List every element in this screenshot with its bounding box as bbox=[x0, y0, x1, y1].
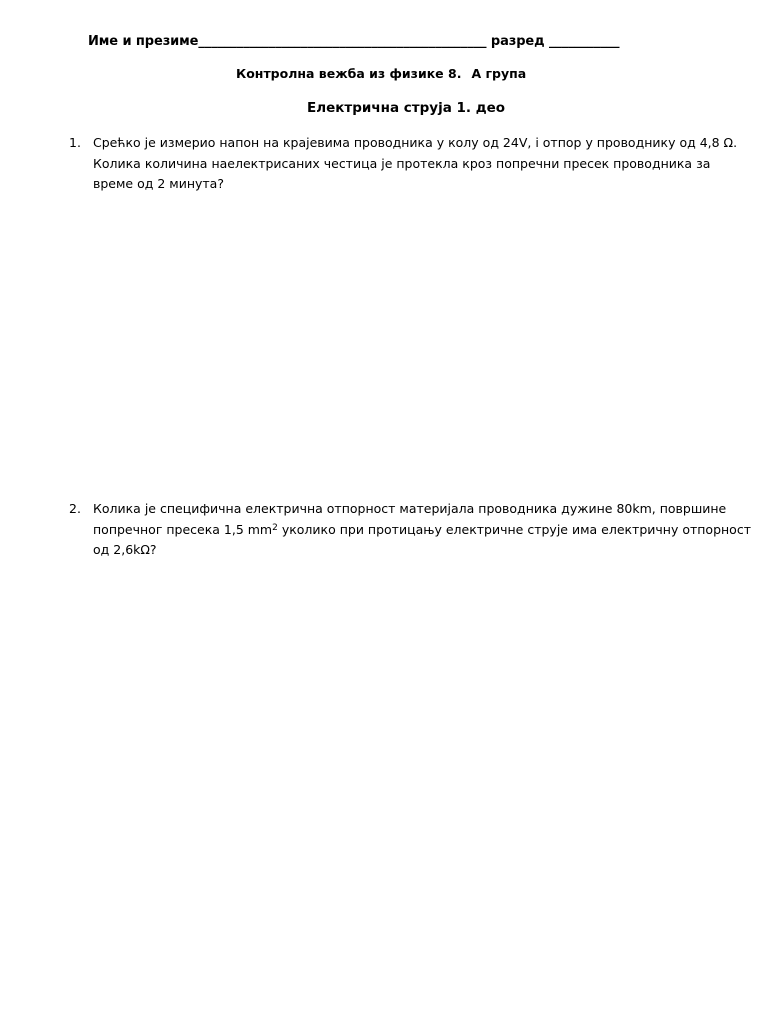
question-line: време од 2 минута? bbox=[93, 176, 224, 191]
class-blank: ___________ bbox=[548, 34, 620, 49]
question-1 bbox=[69, 133, 744, 195]
name-label: Име и презиме bbox=[88, 34, 199, 49]
page-title: Електрична струја 1. део bbox=[307, 100, 506, 116]
test-subtitle bbox=[236, 66, 526, 81]
question-text bbox=[93, 133, 744, 195]
question-line-part: уколико при протицању електричне струје има електричну отпорност bbox=[277, 521, 751, 537]
test-name: Контролна вежба из физике 8. bbox=[236, 66, 462, 81]
superscript-exponent: 2 bbox=[272, 522, 278, 533]
question-line bbox=[93, 520, 751, 541]
question-line: Колика количина наелектрисаних честица је протекла кроз попречни пресек проводника за bbox=[93, 155, 711, 171]
question-line: Срећко је измерио напон на крајевима проводника у колу од 24V, і отпор у проводнику од 4,8 Ω. bbox=[93, 135, 738, 150]
question-number: 1. bbox=[69, 135, 81, 150]
test-group: А група bbox=[471, 66, 527, 81]
question-line: Колика је специфична електрична отпорност материјала проводника дужине 80km, површине bbox=[93, 501, 727, 516]
question-2 bbox=[69, 499, 751, 561]
question-text bbox=[93, 499, 751, 561]
question-number: 2. bbox=[69, 501, 81, 516]
name-blank: _____________________________________________ bbox=[198, 34, 487, 49]
class-label: разред bbox=[490, 34, 545, 49]
question-line-part: попречног пресека 1,5 mm bbox=[93, 521, 273, 537]
question-line: од 2,6kΩ? bbox=[93, 542, 157, 557]
student-info-line bbox=[88, 34, 619, 49]
